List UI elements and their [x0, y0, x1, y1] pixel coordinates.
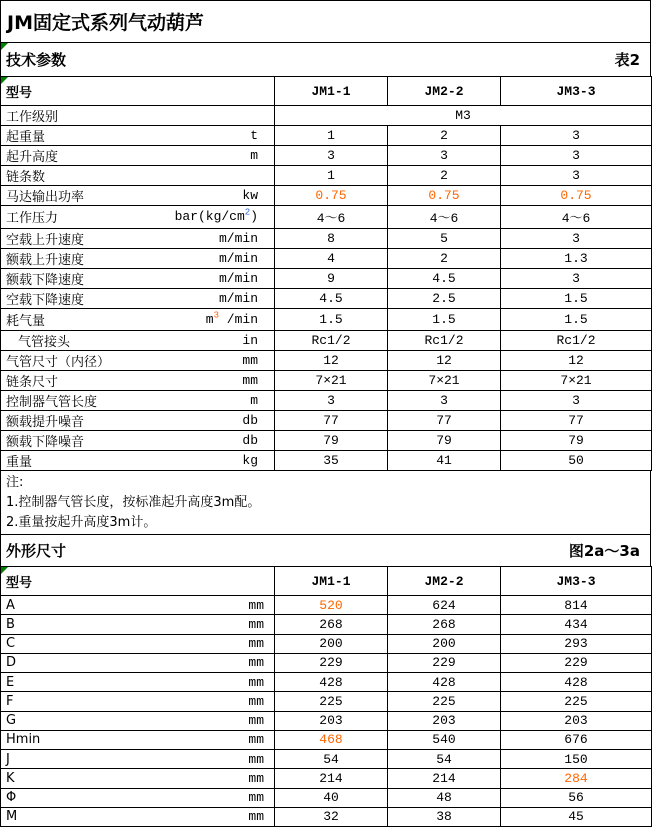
- value-cell[interactable]: 48: [388, 788, 501, 807]
- row-unit: mm: [248, 674, 264, 690]
- value-cell[interactable]: 1.5: [275, 308, 388, 331]
- table-row: [1, 769, 652, 788]
- sheet-title-cell[interactable]: [0, 0, 651, 43]
- value-cell[interactable]: 150: [501, 750, 652, 769]
- value-cell[interactable]: 77: [275, 411, 388, 431]
- row-unit: m/min: [218, 230, 258, 246]
- row-label: 重量: [6, 455, 33, 470]
- value-cell[interactable]: 50: [501, 451, 652, 471]
- value-cell[interactable]: 225: [501, 692, 652, 711]
- value-cell[interactable]: 428: [388, 673, 501, 692]
- table-row: [1, 206, 652, 229]
- value-cell[interactable]: 2: [388, 248, 501, 268]
- section-dimensions[interactable]: [0, 534, 651, 566]
- value-cell[interactable]: 4～6: [501, 206, 652, 229]
- value-cell[interactable]: 9: [275, 268, 388, 288]
- value-cell[interactable]: 12: [501, 351, 652, 371]
- value-cell[interactable]: 203: [501, 711, 652, 730]
- unit-text: ): [250, 209, 258, 225]
- value-cell[interactable]: 4.5: [388, 268, 501, 288]
- row-label: J: [6, 751, 10, 767]
- parameter-label-cell[interactable]: [1, 308, 275, 331]
- table-row: [1, 228, 652, 248]
- value-cell[interactable]: 200: [275, 634, 388, 653]
- value-cell[interactable]: M3: [275, 106, 652, 126]
- row-unit: m: [250, 393, 258, 408]
- value-cell[interactable]: 0.75: [501, 186, 652, 206]
- value-cell[interactable]: 45: [501, 807, 652, 826]
- model-header-jm1-1[interactable]: JM1-1: [275, 567, 388, 596]
- parameter-label-cell[interactable]: [1, 431, 275, 451]
- value-cell[interactable]: 624: [388, 596, 501, 615]
- model-header-jm2-2[interactable]: JM2-2: [388, 567, 501, 596]
- value-cell[interactable]: 0.75: [275, 186, 388, 206]
- row-unit: mm: [242, 353, 258, 368]
- parameter-label-cell[interactable]: [1, 596, 275, 615]
- value-cell[interactable]: 54: [275, 750, 388, 769]
- row-label: 链条尺寸: [6, 375, 59, 390]
- value-cell[interactable]: 225: [388, 692, 501, 711]
- value-cell[interactable]: 2: [388, 166, 501, 186]
- value-cell[interactable]: 3: [275, 391, 388, 411]
- value-cell[interactable]: 3: [275, 146, 388, 166]
- row-label: Φ: [6, 790, 17, 806]
- parameter-label-cell[interactable]: [1, 391, 275, 411]
- value-cell[interactable]: 40: [275, 788, 388, 807]
- row-unit: db: [242, 433, 258, 448]
- row-unit: in: [242, 333, 258, 348]
- row-label: 额载提升噪音: [6, 415, 85, 430]
- value-cell[interactable]: 1.5: [388, 308, 501, 331]
- value-cell[interactable]: 229: [275, 653, 388, 672]
- row-unit: m: [250, 148, 258, 163]
- parameter-label-cell[interactable]: [1, 634, 275, 653]
- value-cell[interactable]: 1.5: [501, 308, 652, 331]
- parameter-label-cell[interactable]: [1, 288, 275, 308]
- table-row: [1, 288, 652, 308]
- value-cell[interactable]: 214: [388, 769, 501, 788]
- row-unit: m/min: [218, 290, 258, 306]
- row-label: B: [6, 616, 15, 632]
- value-cell[interactable]: 77: [388, 411, 501, 431]
- value-cell[interactable]: 2.5: [388, 288, 501, 308]
- value-cell[interactable]: 38: [388, 807, 501, 826]
- row-unit: [206, 312, 274, 327]
- row-unit: db: [242, 413, 258, 428]
- technical-parameters-body: [1, 106, 652, 471]
- parameter-label-cell[interactable]: [1, 106, 275, 126]
- parameter-label-cell[interactable]: [1, 788, 275, 807]
- table-row: [1, 351, 652, 371]
- unit-text: bar(kg/cm: [174, 209, 245, 225]
- value-cell[interactable]: 434: [501, 615, 652, 634]
- row-label: 额载下降噪音: [6, 435, 85, 450]
- parameter-label-cell[interactable]: [1, 750, 275, 769]
- row-unit: mm: [248, 636, 264, 652]
- model-header-jm3-3[interactable]: JM3-3: [501, 77, 652, 106]
- value-cell[interactable]: 225: [275, 692, 388, 711]
- value-cell[interactable]: 428: [501, 673, 652, 692]
- parameter-label-cell[interactable]: [1, 615, 275, 634]
- model-row-label-cell[interactable]: [1, 567, 275, 596]
- dimensions-body: [1, 596, 652, 827]
- row-label: 起重量: [6, 130, 46, 145]
- row-unit: mm: [248, 597, 264, 613]
- value-cell[interactable]: 1.3: [501, 248, 652, 268]
- table-row: [1, 673, 652, 692]
- value-cell[interactable]: 814: [501, 596, 652, 615]
- row-unit: mm: [248, 790, 264, 806]
- parameter-label-cell[interactable]: [1, 451, 275, 471]
- value-cell[interactable]: 12: [388, 351, 501, 371]
- parameter-label-cell[interactable]: [1, 206, 275, 229]
- parameter-label-cell[interactable]: [1, 351, 275, 371]
- table-row: [1, 186, 652, 206]
- value-cell[interactable]: 5: [388, 228, 501, 248]
- parameter-label-cell[interactable]: [1, 730, 275, 749]
- note-line-2: 2.重量按起升高度3m计。: [6, 515, 157, 530]
- model-row-label-cell[interactable]: [1, 77, 275, 106]
- section2-heading: 外形尺寸: [6, 542, 67, 560]
- row-label: 空载下降速度: [6, 292, 85, 308]
- value-cell[interactable]: 200: [388, 634, 501, 653]
- value-cell[interactable]: 1: [275, 166, 388, 186]
- value-cell[interactable]: 54: [388, 750, 501, 769]
- section1-heading: 技术参数: [6, 51, 67, 69]
- unit-superscript: 2: [244, 207, 251, 218]
- dimensions-table: [0, 566, 652, 827]
- unit-text: m: [205, 311, 214, 327]
- parameter-label-cell[interactable]: [1, 673, 275, 692]
- parameter-label-cell[interactable]: [1, 146, 275, 166]
- table-row: [1, 653, 652, 672]
- value-cell[interactable]: 3: [388, 146, 501, 166]
- value-cell[interactable]: 1.5: [501, 288, 652, 308]
- parameter-label-cell[interactable]: [1, 186, 275, 206]
- value-cell[interactable]: 214: [275, 769, 388, 788]
- value-cell[interactable]: 3: [388, 391, 501, 411]
- table-row: [1, 711, 652, 730]
- value-cell[interactable]: 3: [501, 166, 652, 186]
- row-unit: t: [250, 128, 258, 143]
- row-label: 空载上升速度: [6, 232, 85, 248]
- table-row: [1, 106, 652, 126]
- value-cell[interactable]: 0.75: [388, 186, 501, 206]
- value-cell[interactable]: 284: [501, 769, 652, 788]
- value-cell[interactable]: 468: [275, 730, 388, 749]
- value-cell[interactable]: 3: [501, 391, 652, 411]
- parameter-label-cell[interactable]: [1, 268, 275, 288]
- value-cell[interactable]: 540: [388, 730, 501, 749]
- row-unit: mm: [248, 770, 264, 786]
- value-cell[interactable]: 520: [275, 596, 388, 615]
- value-cell[interactable]: 4.5: [275, 288, 388, 308]
- value-cell[interactable]: 7×21: [388, 371, 501, 391]
- parameter-label-cell[interactable]: [1, 248, 275, 268]
- table-row: [1, 391, 652, 411]
- row-unit: mm: [242, 373, 258, 388]
- row-unit: mm: [248, 751, 264, 767]
- green-corner-marker: [1, 77, 8, 84]
- row-label: 起升高度: [6, 150, 59, 165]
- model-header-row: [1, 77, 652, 106]
- value-cell[interactable]: 77: [501, 411, 652, 431]
- parameter-label-cell[interactable]: [1, 228, 275, 248]
- value-cell[interactable]: 7×21: [501, 371, 652, 391]
- model-row-label: 型号: [6, 85, 33, 101]
- value-cell[interactable]: 79: [501, 431, 652, 451]
- row-label: Hmin: [6, 732, 41, 748]
- row-unit: mm: [248, 809, 264, 825]
- parameter-label-cell[interactable]: [1, 166, 275, 186]
- parameter-label-cell[interactable]: [1, 371, 275, 391]
- value-cell[interactable]: 293: [501, 634, 652, 653]
- row-unit: mm: [248, 713, 264, 729]
- model-header-jm1-1[interactable]: JM1-1: [275, 77, 388, 106]
- table-row: [1, 411, 652, 431]
- row-label: 马达输出功率: [6, 190, 85, 205]
- note-line-1: 1.控制器气管长度，按标准起升高度3m配。: [6, 495, 261, 510]
- value-cell[interactable]: Rc1/2: [501, 331, 652, 351]
- page-title: JM固定式系列气动葫芦: [7, 12, 204, 34]
- green-corner-marker: [1, 567, 8, 574]
- row-label: 气管接头: [18, 335, 71, 350]
- row-label: D: [6, 655, 17, 671]
- table-row: [1, 268, 652, 288]
- table-row: [1, 371, 652, 391]
- table-row: [1, 615, 652, 634]
- section2-tag: 图2a～3a: [568, 542, 640, 560]
- value-cell[interactable]: 3: [501, 146, 652, 166]
- value-cell[interactable]: 4～6: [388, 206, 501, 229]
- row-label: C: [6, 636, 16, 652]
- table-row: [1, 750, 652, 769]
- row-label: 控制器气管长度: [6, 395, 98, 410]
- value-cell[interactable]: Rc1/2: [275, 331, 388, 351]
- parameter-label-cell[interactable]: [1, 711, 275, 730]
- value-cell[interactable]: 3: [501, 126, 652, 146]
- value-cell[interactable]: 428: [275, 673, 388, 692]
- row-label: 气管尺寸（内径）: [6, 355, 111, 370]
- row-unit: mm: [248, 655, 264, 671]
- table-row: [1, 730, 652, 749]
- row-label: 额载上升速度: [6, 252, 85, 268]
- table-row: [1, 331, 652, 351]
- value-cell[interactable]: 79: [275, 431, 388, 451]
- table-row: [1, 451, 652, 471]
- row-label: K: [6, 770, 15, 786]
- table-row: [1, 166, 652, 186]
- parameter-label-cell[interactable]: [1, 807, 275, 826]
- table-row: [1, 431, 652, 451]
- model-row-label: 型号: [6, 575, 33, 591]
- value-cell[interactable]: 41: [388, 451, 501, 471]
- value-cell[interactable]: 229: [388, 653, 501, 672]
- unit-superscript: 3: [213, 310, 219, 321]
- parameter-label-cell[interactable]: [1, 769, 275, 788]
- model-header-row: [1, 567, 652, 596]
- row-unit: mm: [248, 693, 264, 709]
- value-cell[interactable]: Rc1/2: [388, 331, 501, 351]
- row-label: 耗气量: [6, 313, 46, 329]
- unit-text: /min: [218, 311, 258, 327]
- table-row: [1, 308, 652, 331]
- notes-title: 注:: [6, 475, 24, 490]
- row-unit: m/min: [218, 250, 258, 266]
- technical-parameters-table: [0, 76, 652, 471]
- section1-tag: 表2: [614, 51, 640, 69]
- value-cell[interactable]: 56: [501, 788, 652, 807]
- row-label: 工作级别: [6, 110, 59, 125]
- value-cell[interactable]: 229: [501, 653, 652, 672]
- table-row: [1, 146, 652, 166]
- row-label: F: [6, 693, 14, 709]
- row-unit: [175, 209, 274, 224]
- section-technical-parameters[interactable]: [0, 43, 651, 76]
- value-cell[interactable]: 203: [388, 711, 501, 730]
- parameter-label-cell[interactable]: [1, 692, 275, 711]
- value-cell[interactable]: 1: [275, 126, 388, 146]
- value-cell[interactable]: 4: [275, 248, 388, 268]
- row-unit: kg: [242, 453, 258, 468]
- row-label: M: [6, 809, 18, 825]
- row-label: 工作压力: [6, 211, 59, 227]
- row-label: A: [6, 597, 15, 613]
- table-row: [1, 596, 652, 615]
- parameter-label-cell[interactable]: [1, 653, 275, 672]
- value-cell[interactable]: 35: [275, 451, 388, 471]
- model-header-jm3-3[interactable]: JM3-3: [501, 567, 652, 596]
- value-cell[interactable]: 203: [275, 711, 388, 730]
- value-cell[interactable]: 676: [501, 730, 652, 749]
- value-cell[interactable]: 268: [388, 615, 501, 634]
- row-unit: m/min: [218, 270, 258, 286]
- value-cell[interactable]: 8: [275, 228, 388, 248]
- row-label: G: [6, 713, 17, 729]
- parameter-label-cell[interactable]: [1, 411, 275, 431]
- row-unit: mm: [248, 616, 264, 632]
- value-cell[interactable]: 3: [501, 228, 652, 248]
- row-label: E: [6, 674, 15, 690]
- table-row: [1, 634, 652, 653]
- value-cell[interactable]: 3: [501, 268, 652, 288]
- row-label: 链条数: [6, 170, 46, 185]
- value-cell[interactable]: 268: [275, 615, 388, 634]
- value-cell[interactable]: 79: [388, 431, 501, 451]
- parameter-label-cell[interactable]: [1, 126, 275, 146]
- table-row: [1, 788, 652, 807]
- value-cell[interactable]: 32: [275, 807, 388, 826]
- table-row: [1, 248, 652, 268]
- green-corner-marker: [1, 43, 8, 50]
- value-cell[interactable]: 12: [275, 351, 388, 371]
- value-cell[interactable]: 7×21: [275, 371, 388, 391]
- row-unit: mm: [248, 732, 264, 748]
- row-unit: kw: [242, 188, 258, 203]
- row-label: 额载下降速度: [6, 272, 85, 288]
- table-row: [1, 692, 652, 711]
- notes-block[interactable]: [0, 471, 651, 534]
- value-cell[interactable]: 4～6: [275, 206, 388, 229]
- model-header-jm2-2[interactable]: JM2-2: [388, 77, 501, 106]
- parameter-label-cell[interactable]: [1, 331, 275, 351]
- value-cell[interactable]: 2: [388, 126, 501, 146]
- table-row: [1, 807, 652, 826]
- table-row: [1, 126, 652, 146]
